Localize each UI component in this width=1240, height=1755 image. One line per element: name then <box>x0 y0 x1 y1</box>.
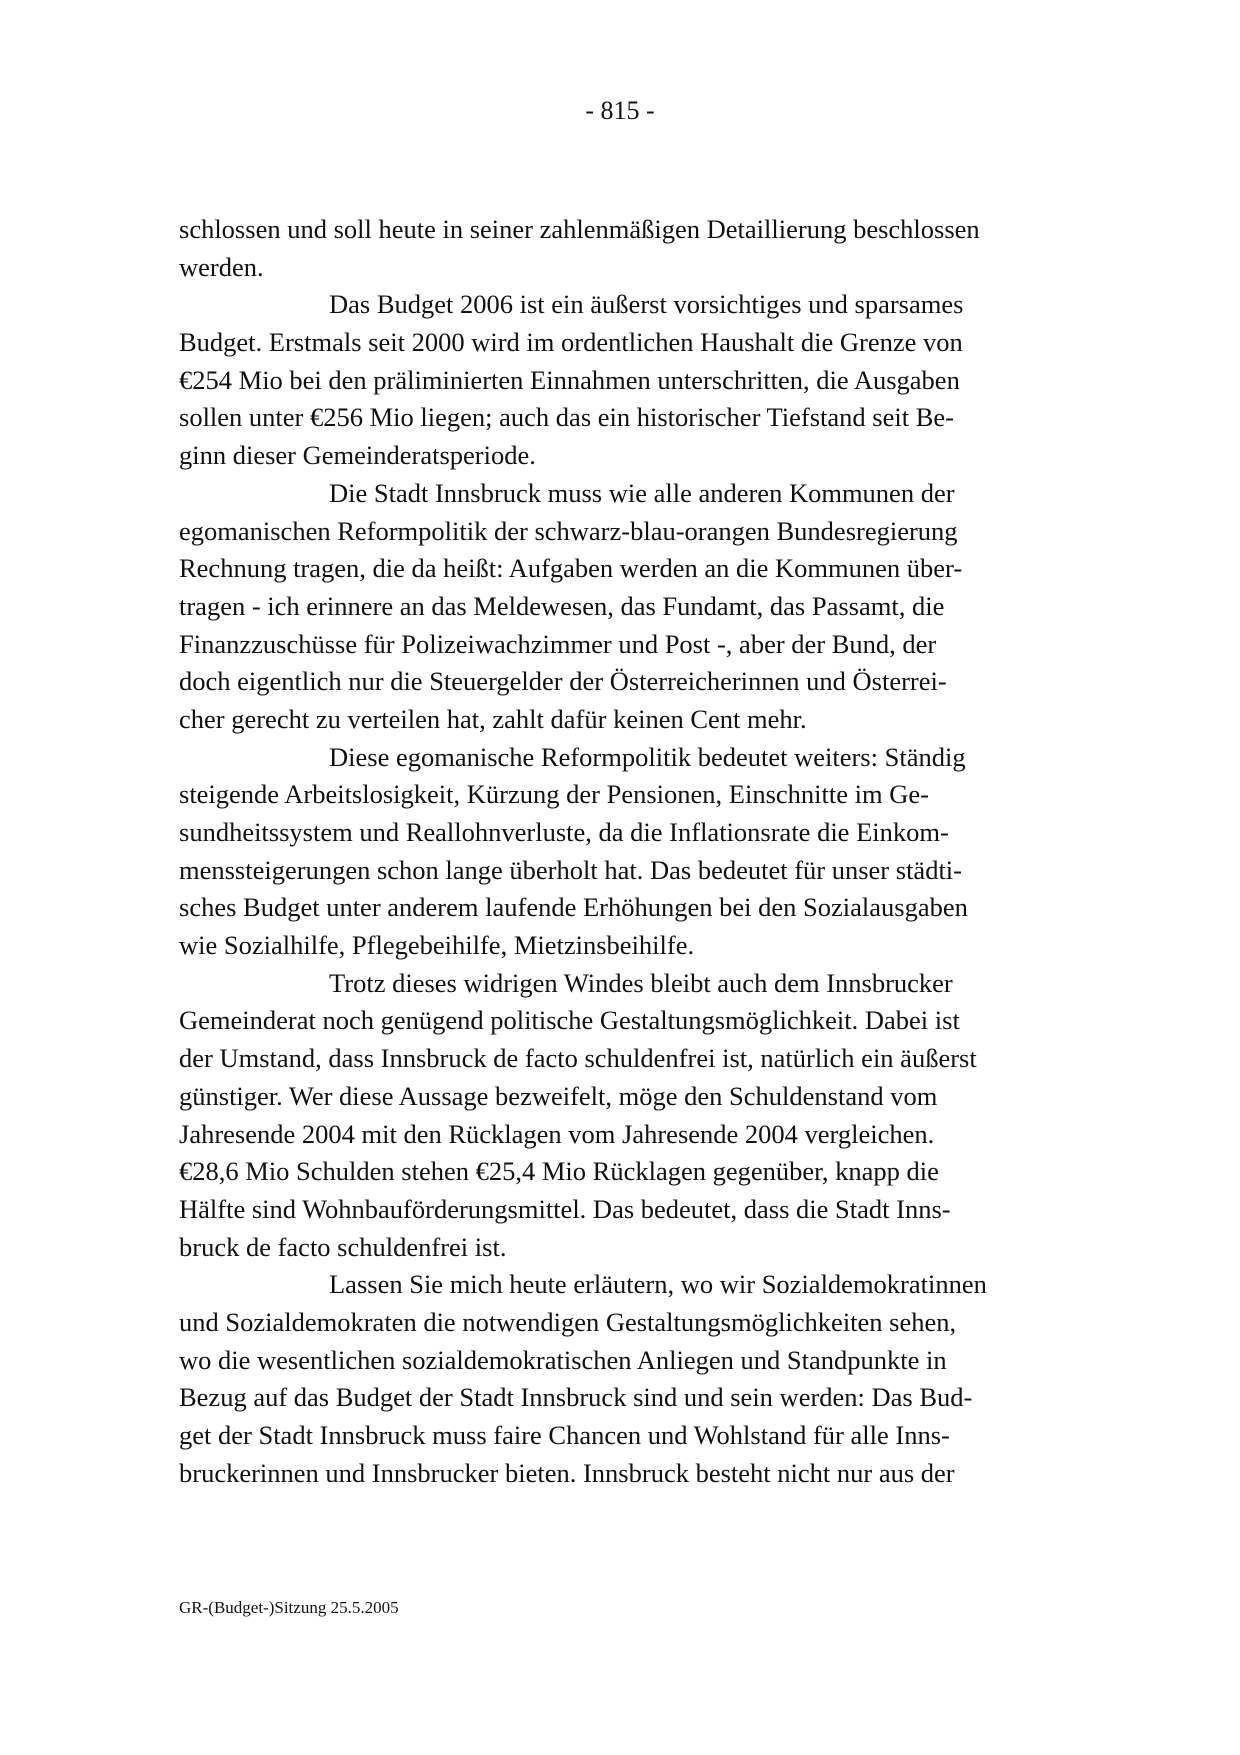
text-line: Bezug auf das Budget der Stadt Innsbruck sind und sein werden: Das Bud- <box>179 1382 973 1413</box>
text-line: Jahresende 2004 mit den Rücklagen vom Jahresende 2004 vergleichen. <box>179 1118 935 1149</box>
text-line: get der Stadt Innsbruck muss faire Chancen und Wohlstand für alle Inns- <box>179 1420 950 1450</box>
text-line: sundheitssystem und Reallohnverluste, da die Inflationsrate die Einkom- <box>179 817 949 847</box>
text-line: Trotz dieses widrigen Windes bleibt auch dem Innsbrucker <box>329 967 953 998</box>
text-line: schlossen und soll heute in seiner zahlenmäßigen Detaillierung beschlossen <box>179 214 980 244</box>
paragraph <box>179 211 1069 286</box>
text-line: doch eigentlich nur die Steuergelder der Österreicherinnen und Österrei- <box>179 666 947 697</box>
text-line: sollen unter €256 Mio liegen; auch das ein historischer Tiefstand seit Be- <box>179 402 954 433</box>
text-line: Diese egomanische Reformpolitik bedeutet weiters: Ständig <box>329 741 966 772</box>
text-line: cher gerecht zu verteilen hat, zahlt dafür keinen Cent mehr. <box>179 703 807 734</box>
text-line: steigende Arbeitslosigkeit, Kürzung der Pensionen, Einschnitte im Ge- <box>179 779 929 810</box>
text-line: Budget. Erstmals seit 2000 wird im ordentlichen Haushalt die Grenze von <box>179 327 963 358</box>
paragraph <box>179 739 1069 965</box>
text-line: menssteigerungen schon lange überholt hat. Das bedeutet für unser städti- <box>179 854 962 885</box>
text-line: Gemeinderat noch genügend politische Gestaltungsmöglichkeit. Dabei ist <box>179 1005 960 1036</box>
text-line: ginn dieser Gemeinderatsperiode. <box>179 440 536 471</box>
paragraph <box>179 1266 1069 1492</box>
paragraph <box>179 965 1069 1267</box>
text-line: egomanischen Reformpolitik der schwarz-blau-orangen Bundesregierung <box>179 515 958 546</box>
text-line: und Sozialdemokraten die notwendigen Gestaltungsmöglichkeiten sehen, <box>179 1306 957 1337</box>
text-line: Das Budget 2006 ist ein äußerst vorsichtiges und sparsames <box>329 289 964 320</box>
text-line: €254 Mio bei den präliminierten Einnahmen unterschritten, die Ausgaben <box>179 364 960 395</box>
text-line: Rechnung tragen, die da heißt: Aufgaben werden an die Kommunen über- <box>179 553 963 584</box>
paragraph <box>179 286 1069 474</box>
text-line: Finanzzuschüsse für Polizeiwachzimmer und Post -, aber der Bund, der <box>179 628 937 659</box>
paragraph <box>179 475 1069 739</box>
text-line: Die Stadt Innsbruck muss wie alle anderen Kommunen der <box>329 477 955 508</box>
text-line: bruck de facto schuldenfrei ist. <box>179 1231 507 1262</box>
page-footer: GR-(Budget-)Sitzung 25.5.2005 <box>179 1598 399 1617</box>
text-line: werden. <box>179 251 264 282</box>
text-line: der Umstand, dass Innsbruck de facto schuldenfrei ist, natürlich ein äußerst <box>179 1043 977 1074</box>
page-number: - 815 - <box>585 96 655 125</box>
text-line: sches Budget unter anderem laufende Erhöhungen bei den Sozialausgaben <box>179 892 968 923</box>
text-line: €28,6 Mio Schulden stehen €25,4 Mio Rücklagen gegenüber, knapp die <box>179 1156 939 1187</box>
text-line: tragen - ich erinnere an das Meldewesen, das Fundamt, das Passamt, die <box>179 590 945 621</box>
text-line: wo die wesentlichen sozialdemokratischen Anliegen und Standpunkte in <box>179 1344 947 1375</box>
text-line: Hälfte sind Wohnbauförderungsmittel. Das bedeutet, dass die Stadt Inns- <box>179 1193 951 1224</box>
text-line: bruckerinnen und Innsbrucker bieten. Innsbruck besteht nicht nur aus der <box>179 1457 955 1488</box>
document-body <box>179 211 1069 1492</box>
text-line: günstiger. Wer diese Aussage bezweifelt, möge den Schuldenstand vom <box>179 1080 938 1111</box>
text-line: wie Sozialhilfe, Pflegebeihilfe, Mietzinsbeihilfe. <box>179 930 695 961</box>
text-line: Lassen Sie mich heute erläutern, wo wir Sozialdemokratinnen <box>329 1269 987 1300</box>
